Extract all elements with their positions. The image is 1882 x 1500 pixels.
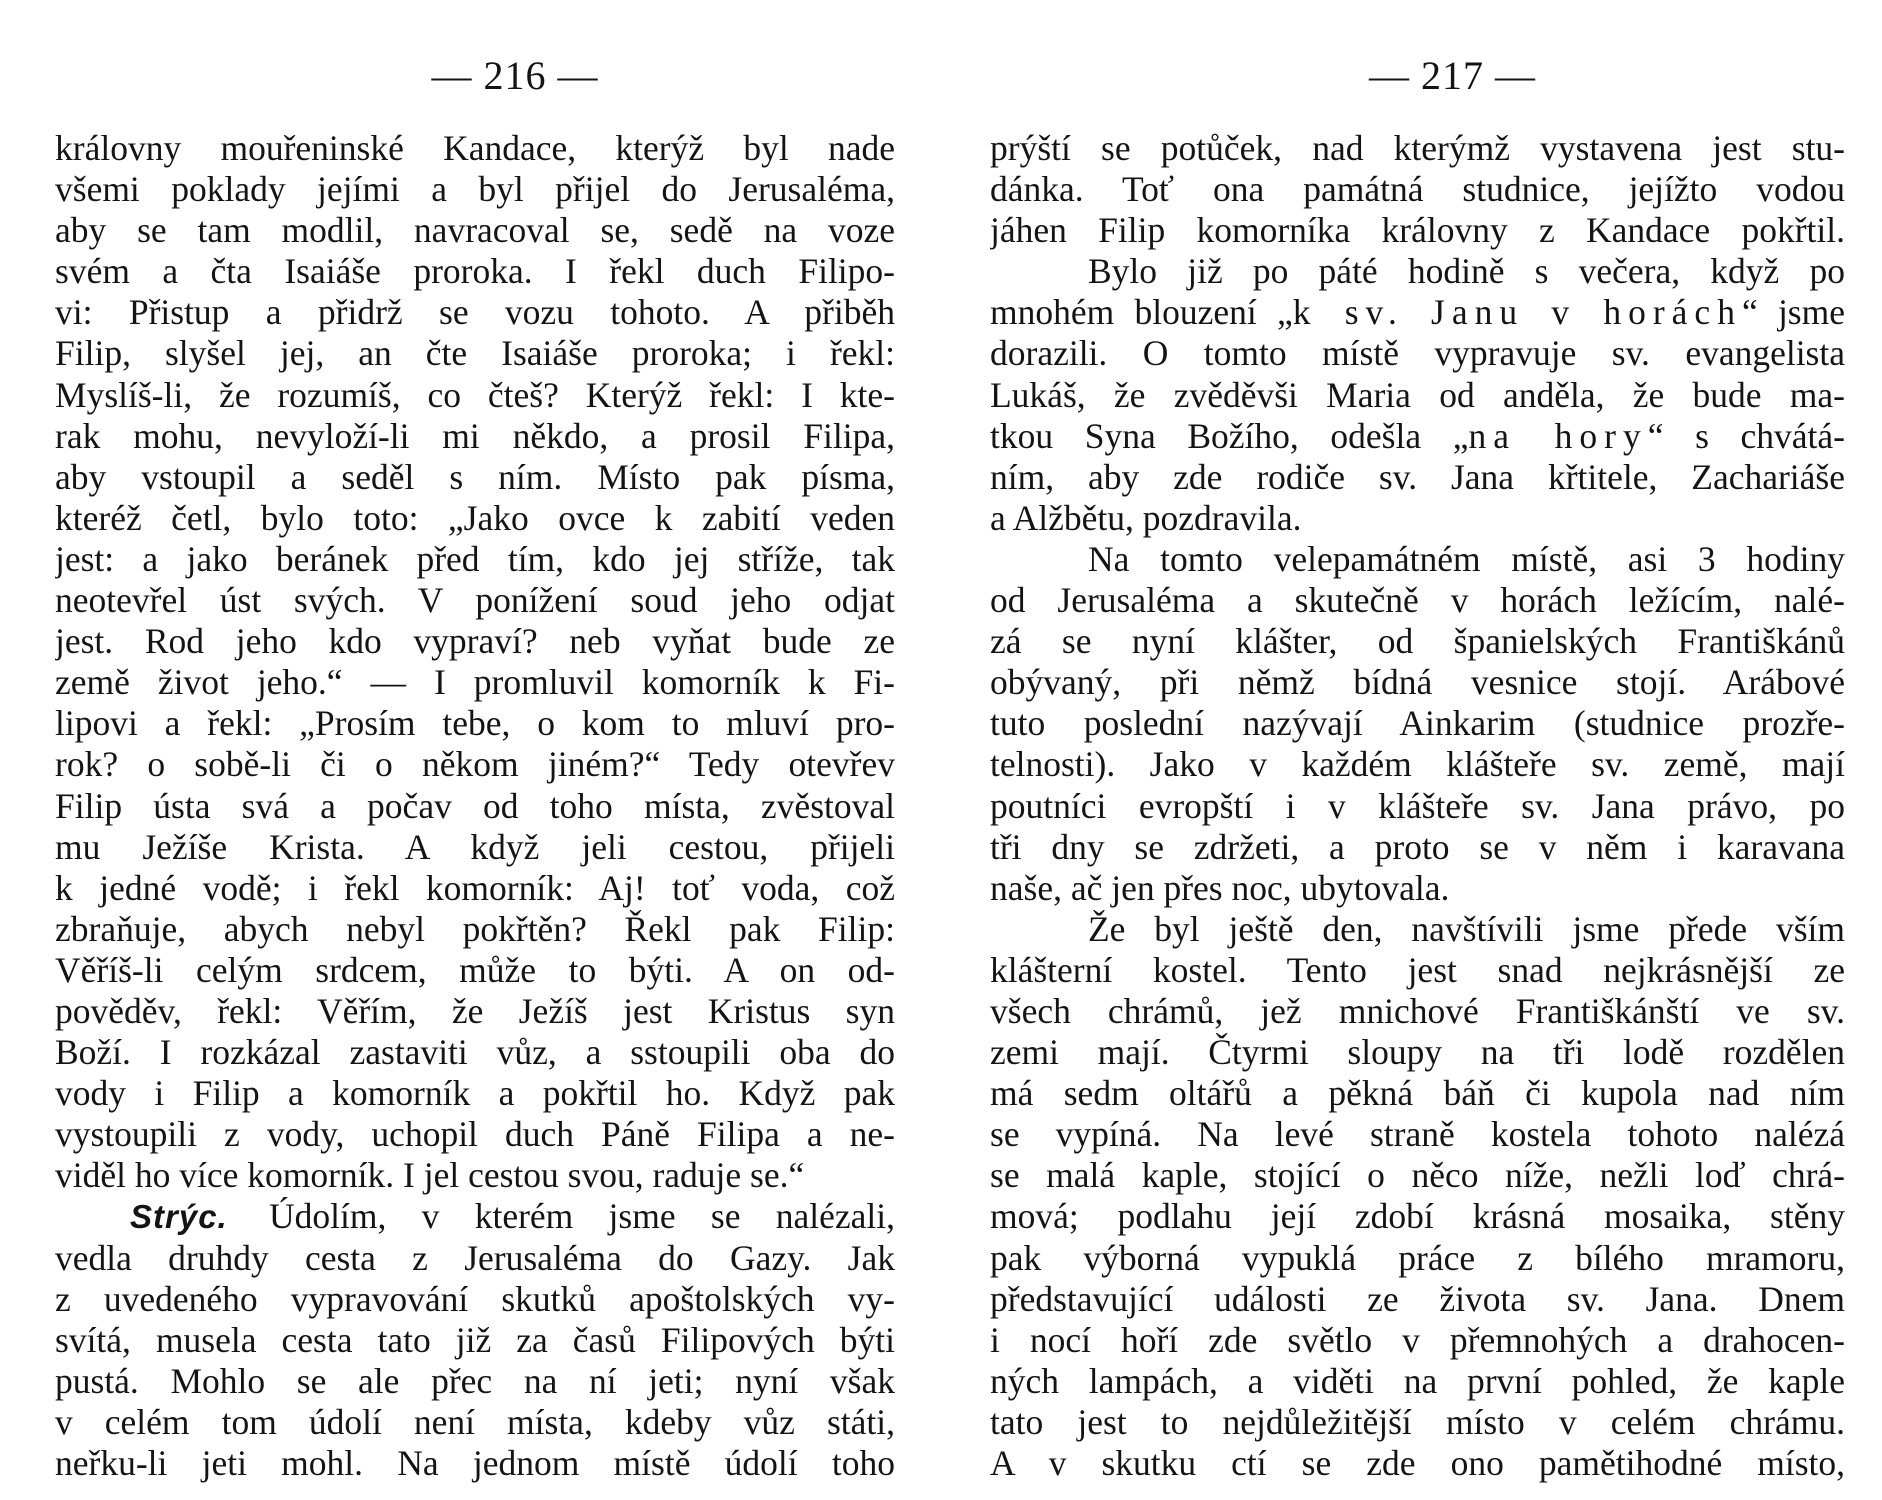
right-page-text <box>990 128 1845 1484</box>
text-line: všemi poklady jejími a byl přijel do Jerusaléma, <box>55 169 895 210</box>
text-line: Lukáš, že zvěděvši Maria od anděla, že bude ma- <box>990 374 1845 415</box>
text-line: mová; podlahu její zdobí krásná mosaika, stěny <box>990 1196 1845 1237</box>
text-line: ním, aby zde rodiče sv. Jana křtitele, Zachariáše <box>990 456 1845 497</box>
text-line: a Alžbětu, pozdravila. <box>990 497 1302 538</box>
speaker-name: Strýc. <box>130 1198 228 1236</box>
text-line: dánka. Toť ona památná studnice, jejížto vodou <box>990 169 1845 210</box>
text-line: země život jeho.“ — I promluvil komorník k Fi- <box>55 662 895 703</box>
text-line: zemi mají. Čtyrmi sloupy na tři lodě rozdělen <box>990 1032 1845 1073</box>
text-line: od Jerusaléma a skutečně v horách ležícím, nalé- <box>990 580 1845 621</box>
text-line: jest: a jako beránek před tím, kdo jej stříže, tak <box>55 538 895 579</box>
text-line: neotevřel úst svých. V ponížení soud jeho odjat <box>55 580 895 621</box>
page-number-right: — 217 — <box>1369 53 1536 98</box>
text-line: A v skutku ctí se zde ono pamětihodné místo, <box>990 1443 1845 1483</box>
text-line: neřku-li jeti mohl. Na jednom místě údolí toho <box>55 1443 895 1483</box>
left-page <box>55 0 895 1500</box>
text-line: jáhen Filip komorníka královny z Kandace pokřtil. <box>990 210 1845 251</box>
text-fragment: “ s chvátá- <box>1647 415 1845 456</box>
text-line-with-spaced-title <box>990 416 1845 457</box>
text-line: telnosti). Jako v každém klášteře sv. země, mají <box>990 744 1845 785</box>
text-line: dorazili. O tomto místě vypravuje sv. evangelista <box>990 333 1845 374</box>
text-line: Věříš-li celým srdcem, může to býti. A on od- <box>55 949 895 990</box>
text-line: královny mouřeninské Kandace, kterýž byl nade <box>55 128 895 168</box>
text-line: svém a čta Isaiáše proroka. I řekl duch Filipo- <box>55 251 895 292</box>
text-line: zá se nyní klášter, od španielských Františkánů <box>990 621 1845 662</box>
text-line: zbraňuje, abych nebyl pokřtěn? Řekl pak Filip: <box>55 908 895 949</box>
text-line: všech chrámů, jež mnichové Františkánští ve sv. <box>990 990 1845 1031</box>
text-line: tři dny se zdržeti, a proto se v něm i karavana <box>990 826 1845 867</box>
text-line: pověděv, řekl: Věřím, že Ježíš jest Kristus syn <box>55 990 895 1031</box>
text-line: lipovi a řekl: „Prosím tebe, o kom to mluví pro- <box>55 703 895 744</box>
text-line: vody i Filip a komorník a pokřtil ho. Když pak <box>55 1073 895 1114</box>
text-line: ných lampách, a viděti na první pohled, že kaple <box>990 1360 1845 1401</box>
speaker-line-text: Údolím, v kterém jsme se nalézali, <box>269 1196 895 1237</box>
text-line: k jedné vodě; i řekl komorník: Aj! toť voda, což <box>55 867 895 908</box>
spaced-title: k sv. Janu v horách <box>1292 292 1742 333</box>
text-line: rak mohu, nevyloží-li mi někdo, a prosil Filipa, <box>55 415 895 456</box>
text-line: pustá. Mohlo se ale přec na ní jeti; nyní však <box>55 1360 895 1401</box>
text-line: klášterní kostel. Tento jest snad nejkrásnější ze <box>990 949 1845 990</box>
speaker-line <box>55 1196 895 1237</box>
text-line: naše, ač jen přes noc, ubytovala. <box>990 867 1450 908</box>
text-line: tato jest to nejdůležitější místo v celém chrámu. <box>990 1401 1845 1442</box>
text-line: Bylo již po páté hodině s večera, když po <box>1088 251 1845 292</box>
text-line: se vypíná. Na levé straně kostela tohoto nalézá <box>990 1114 1845 1155</box>
text-line: vystoupili z vody, uchopil duch Páně Filipa a ne- <box>55 1114 895 1155</box>
text-line: aby vstoupil a seděl s ním. Místo pak písma, <box>55 456 895 497</box>
text-line: vedla druhdy cesta z Jerusaléma do Gazy. Jak <box>55 1237 895 1278</box>
text-line: i nocí hoří zde světlo v přemnohých a drahocen- <box>990 1319 1845 1360</box>
text-line: má sedm oltářů a pěkná báň či kupola nad ním <box>990 1073 1845 1114</box>
text-line: Filip ústa svá a počav od toho místa, zvěstoval <box>55 785 895 826</box>
right-page <box>990 0 1845 1500</box>
page-number-left: — 216 — <box>431 53 599 98</box>
text-line: viděl ho více komorník. I jel cestou svou, raduje se.“ <box>55 1155 805 1196</box>
text-line: aby se tam modlil, navracoval se, sedě na voze <box>55 210 895 251</box>
left-page-text <box>55 128 895 1484</box>
text-line: vi: Přistup a přidrž se vozu tohoto. A přiběh <box>55 292 895 333</box>
text-line: se malá kaple, stojící o něco níže, nežli loď chrá- <box>990 1155 1845 1196</box>
text-line: Na tomto velepamátném místě, asi 3 hodiny <box>1088 538 1845 579</box>
text-line: jest. Rod jeho kdo vypraví? neb vyňat bude ze <box>55 621 895 662</box>
text-line: Že byl ještě den, navštívili jsme přede vším <box>1088 908 1845 949</box>
text-line: Myslíš-li, že rozumíš, co čteš? Kterýž řekl: I kte- <box>55 374 895 415</box>
text-line: poutníci evropští i v klášteře sv. Jana právo, po <box>990 785 1845 826</box>
text-line: v celém tom údolí není místa, kdeby vůz státi, <box>55 1401 895 1442</box>
text-line: Boží. I rozkázal zastaviti vůz, a sstoupili oba do <box>55 1032 895 1073</box>
text-line: Filip, slyšel jej, an čte Isaiáše proroka; i řekl: <box>55 333 895 374</box>
text-line: mu Ježíše Krista. A když jeli cestou, přijeli <box>55 826 895 867</box>
text-fragment: tkou Syna Božího, odešla „ <box>990 415 1469 456</box>
text-line: obývaný, při němž bídná vesnice stojí. Arábové <box>990 662 1845 703</box>
text-fragment: mnohém blouzení „ <box>990 292 1293 333</box>
text-fragment: “ jsme <box>1741 292 1845 333</box>
text-line: kteréž četl, bylo toto: „Jako ovce k zabití veden <box>55 497 895 538</box>
text-line: z uvedeného vypravování skutků apoštolských vy- <box>55 1278 895 1319</box>
text-line: představující události ze života sv. Jana. Dnem <box>990 1278 1845 1319</box>
text-line-with-spaced-title <box>990 292 1845 333</box>
spaced-title: na hory <box>1468 415 1648 456</box>
text-line: prýští se potůček, nad kterýmž vystavena jest stu- <box>990 128 1845 168</box>
text-line: tuto poslední nazývají Ainkarim (studnice prozře- <box>990 703 1845 744</box>
text-line: rok? o sobě-li či o někom jiném?“ Tedy otevřev <box>55 744 895 785</box>
text-line: pak výborná vypuklá práce z bílého mramoru, <box>990 1237 1845 1278</box>
text-line: svítá, musela cesta tato již za časů Filipových býti <box>55 1319 895 1360</box>
